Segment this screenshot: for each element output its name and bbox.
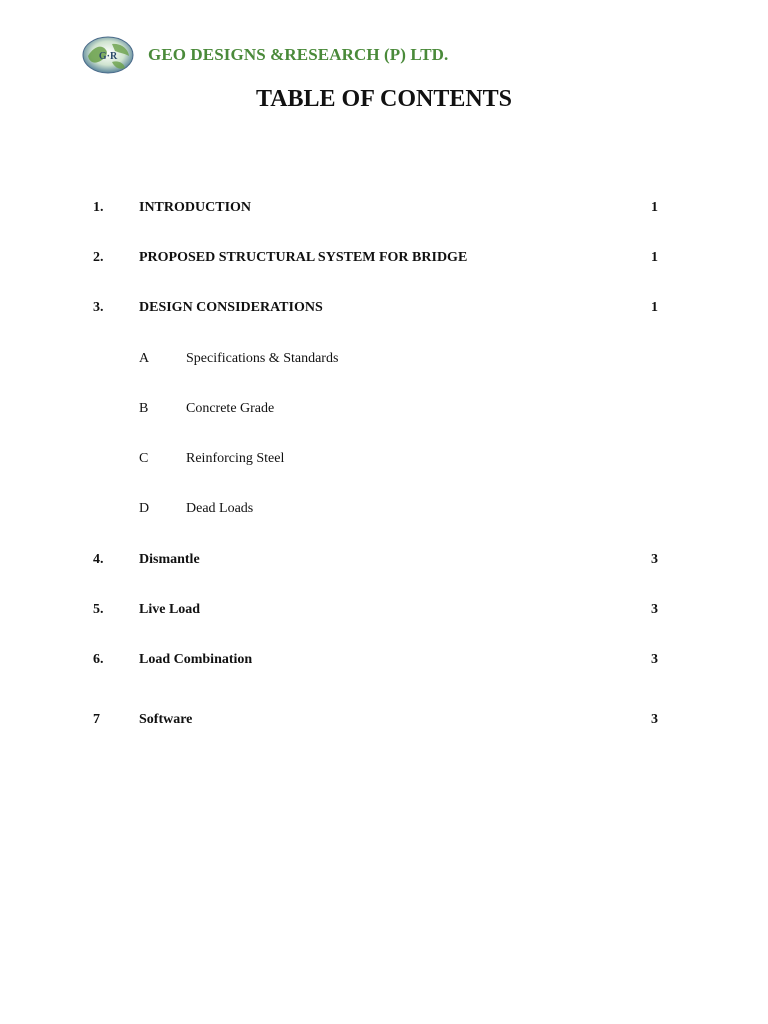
page-title: TABLE OF CONTENTS — [255, 86, 513, 112]
toc-entry-page: 3 — [651, 602, 658, 617]
toc-entry-label: Load Combination — [139, 652, 253, 667]
toc-entry-number: 7 — [93, 712, 100, 727]
toc-subentry-letter: A — [139, 351, 150, 366]
toc-entry-number: 2. — [93, 250, 104, 265]
toc-subentry-label: Specifications & Standards — [186, 351, 339, 366]
toc-entry-label: Dismantle — [139, 552, 200, 567]
toc-entry-number: 3. — [93, 300, 104, 315]
toc-subentry[interactable] — [0, 398, 768, 420]
page-header — [82, 35, 448, 75]
toc-entry-page: 3 — [651, 652, 658, 667]
toc-entry-number: 6. — [93, 652, 104, 667]
toc-entry[interactable] — [0, 197, 768, 219]
toc-entry-page: 1 — [651, 250, 658, 265]
toc-subentry[interactable] — [0, 448, 768, 470]
toc-entry[interactable] — [0, 709, 768, 731]
toc-entry-label: DESIGN CONSIDERATIONS — [139, 300, 323, 315]
logo-text: G·R — [98, 51, 118, 62]
company-name: GEO DESIGNS &RESEARCH (P) LTD. — [148, 45, 449, 64]
toc-entry-number: 1. — [93, 200, 104, 215]
toc-entry-page: 1 — [651, 300, 658, 315]
toc-entry[interactable] — [0, 649, 768, 671]
toc-entry-label: INTRODUCTION — [139, 200, 252, 215]
toc-subentry[interactable] — [0, 348, 768, 370]
toc-entry-label: Software — [139, 712, 193, 727]
toc-subentry-label: Reinforcing Steel — [186, 451, 285, 466]
toc-subentry[interactable] — [0, 498, 768, 520]
toc-entry-page: 3 — [651, 712, 658, 727]
toc-subentry-label: Dead Loads — [186, 501, 254, 516]
toc-entry[interactable] — [0, 599, 768, 621]
toc-entry[interactable] — [0, 297, 768, 319]
toc-entry-label: Live Load — [139, 602, 201, 617]
toc-entry[interactable] — [0, 549, 768, 571]
company-logo-icon — [82, 36, 134, 74]
toc-subentry-letter: D — [139, 501, 150, 516]
toc-subentry-letter: C — [139, 451, 149, 466]
toc-entry-number: 4. — [93, 552, 104, 567]
toc-entry-page: 3 — [651, 552, 658, 567]
toc-entry[interactable] — [0, 247, 768, 269]
toc-entry-number: 5. — [93, 602, 104, 617]
toc-subentry-letter: B — [139, 401, 149, 416]
toc-entry-page: 1 — [651, 200, 658, 215]
toc-entry-label: PROPOSED STRUCTURAL SYSTEM FOR BRIDGE — [139, 250, 468, 265]
toc-subentry-label: Concrete Grade — [186, 401, 275, 416]
